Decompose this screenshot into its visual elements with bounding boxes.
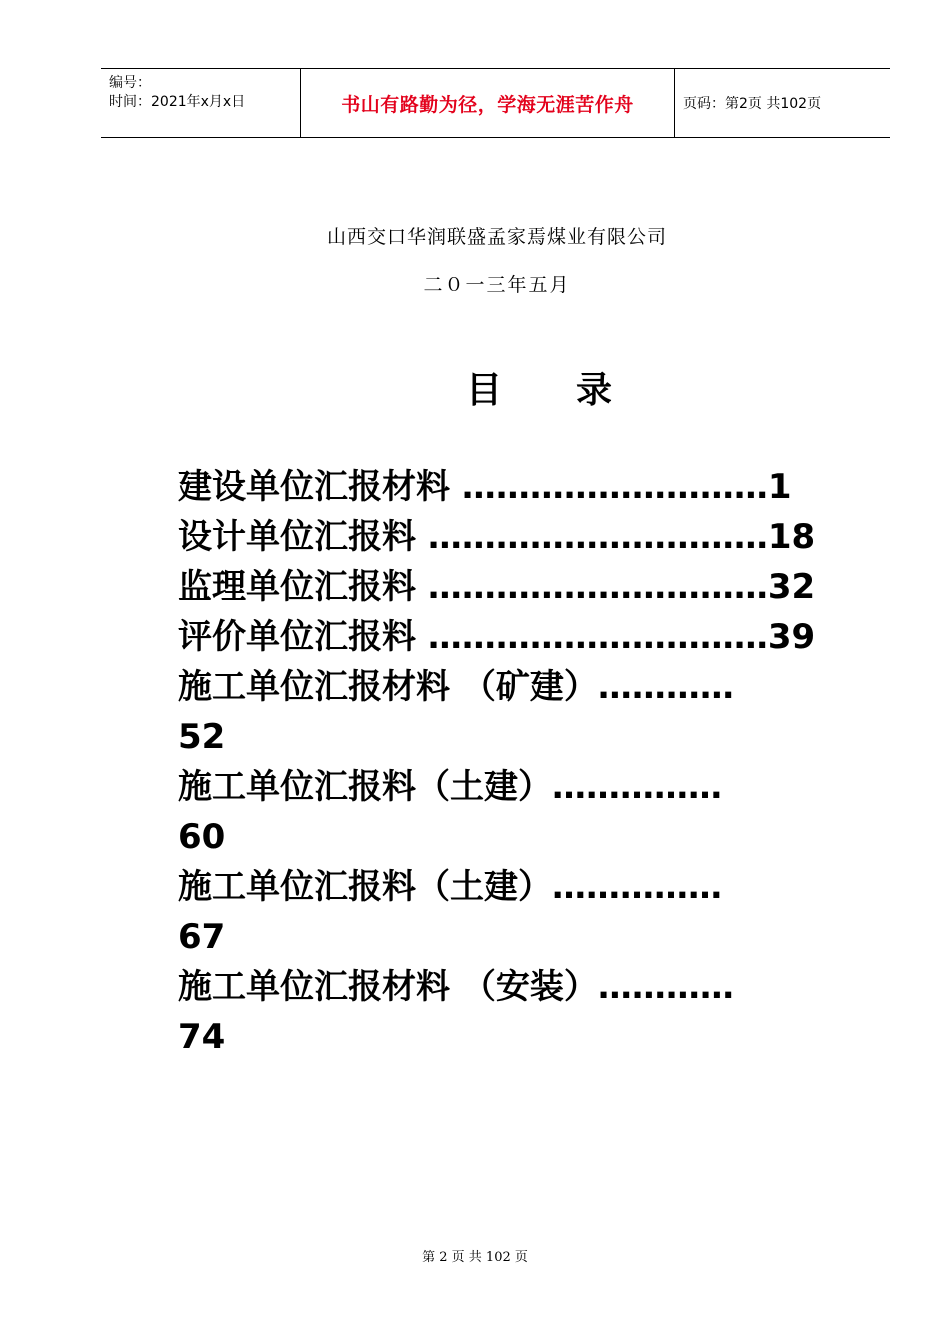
toc-title (466, 362, 612, 413)
header-motto-cell (301, 69, 675, 137)
toc-entry[interactable]: 施工单位汇报料（土建）…………… (178, 867, 722, 907)
header-page-info: 页码：第2页 共102页 (683, 96, 822, 112)
company-name: 山西交口华润联盛孟家焉煤业有限公司 (326, 226, 667, 248)
toc-entry[interactable]: 建设单位汇报材料 ………………………1 (178, 467, 792, 507)
toc-entry-page[interactable]: 74 (178, 1017, 226, 1057)
toc-entry-page[interactable]: 60 (178, 817, 226, 857)
toc-entry-page[interactable]: 67 (178, 917, 226, 957)
header-motto: 书山有路勤为径，学海无涯苦作舟 (341, 93, 634, 116)
toc-entry[interactable]: 施工单位汇报材料 （安装）………… (178, 967, 734, 1007)
document-number-label: 编号： (109, 75, 151, 91)
document-date: 二０一三年五月 (423, 274, 571, 296)
toc-entry[interactable]: 设计单位汇报料 …………………………18 (178, 517, 816, 557)
toc-entry-page[interactable]: 52 (178, 717, 226, 757)
table-of-contents (178, 462, 818, 1062)
toc-entry[interactable]: 施工单位汇报料（土建）…………… (178, 767, 722, 807)
page-header (101, 68, 890, 138)
header-meta (101, 69, 301, 137)
toc-title-left: 目 (466, 369, 503, 411)
document-time-label: 时间：2021年x月x日 (109, 94, 246, 110)
toc-entry[interactable]: 监理单位汇报料 …………………………32 (178, 567, 816, 607)
page-footer: 第 2 页 共 102 页 (422, 1250, 528, 1265)
toc-entry[interactable]: 评价单位汇报料 …………………………39 (178, 617, 816, 657)
toc-title-right: 录 (576, 369, 613, 411)
toc-entry[interactable]: 施工单位汇报材料 （矿建）………… (178, 667, 734, 707)
